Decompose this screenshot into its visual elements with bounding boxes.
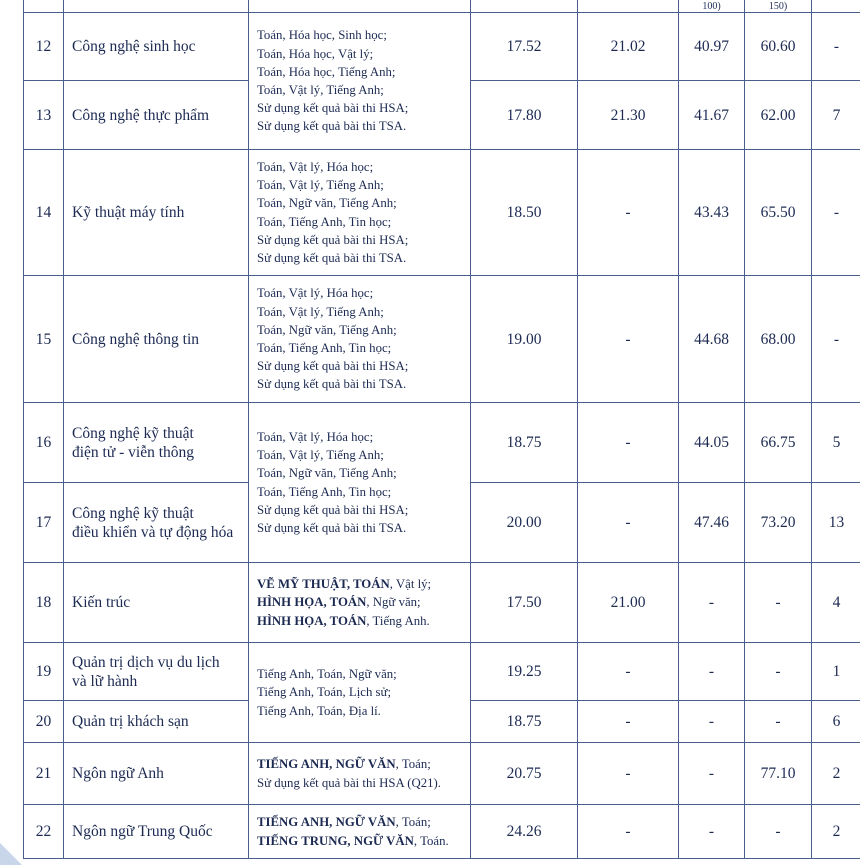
- major-name: Công nghệ kỹ thuật điều khiển và tự động hóa: [64, 483, 249, 563]
- header-cell: [471, 0, 578, 13]
- score-cell: -: [812, 13, 860, 81]
- score-cell: -: [812, 276, 860, 403]
- score-cell: 1: [812, 643, 860, 701]
- major-name: Công nghệ sinh học: [64, 13, 249, 81]
- major-name: Công nghệ thực phẩm: [64, 81, 249, 150]
- score-cell: 2: [812, 805, 860, 859]
- row-number: 21: [24, 743, 64, 805]
- header-cell: [249, 0, 471, 13]
- score-cell: 17.80: [471, 81, 578, 150]
- row-number: 16: [24, 403, 64, 483]
- major-name: Công nghệ thông tin: [64, 276, 249, 403]
- row-number: 15: [24, 276, 64, 403]
- score-cell: 24.26: [471, 805, 578, 859]
- score-cell: -: [578, 403, 679, 483]
- score-cell: 60.60: [745, 13, 812, 81]
- score-cell: 2: [812, 743, 860, 805]
- table-row: [24, 563, 860, 643]
- row-number: 12: [24, 13, 64, 81]
- major-name: Ngôn ngữ Trung Quốc: [64, 805, 249, 859]
- major-name: Công nghệ kỹ thuật điện tử - viễn thông: [64, 403, 249, 483]
- score-cell: 65.50: [745, 150, 812, 276]
- table-header-fragment-row: [24, 0, 860, 13]
- score-cell: 68.00: [745, 276, 812, 403]
- score-cell: -: [745, 805, 812, 859]
- row-number: 17: [24, 483, 64, 563]
- score-cell: -: [578, 701, 679, 743]
- score-cell: 77.10: [745, 743, 812, 805]
- table-row: [24, 643, 860, 701]
- major-name: Quản trị dịch vụ du lịch và lữ hành: [64, 643, 249, 701]
- score-cell: 62.00: [745, 81, 812, 150]
- subject-combinations: TIẾNG ANH, NGỮ VĂN, Toán; Sử dụng kết quả bài thi HSA (Q21).: [249, 743, 471, 805]
- score-cell: 7: [812, 81, 860, 150]
- score-cell: 18.50: [471, 150, 578, 276]
- score-cell: -: [745, 701, 812, 743]
- subject-combinations: Toán, Vật lý, Hóa học; Toán, Vật lý, Tiếng Anh; Toán, Ngữ văn, Tiếng Anh; Toán, Tiếng Anh, Tin học; Sử dụng kết quả bài thi HSA; Sử dụng kết quả bài thi TSA.: [249, 403, 471, 563]
- score-cell: -: [679, 563, 745, 643]
- header-cell: 100): [679, 0, 745, 13]
- score-cell: -: [578, 150, 679, 276]
- row-number: 14: [24, 150, 64, 276]
- subject-combinations: Toán, Vật lý, Hóa học; Toán, Vật lý, Tiếng Anh; Toán, Ngữ văn, Tiếng Anh; Toán, Tiếng Anh, Tin học; Sử dụng kết quả bài thi HSA; Sử dụng kết quả bài thi TSA.: [249, 150, 471, 276]
- page-corner-decoration: [0, 843, 22, 865]
- table-row: [24, 13, 860, 81]
- score-cell: 19.25: [471, 643, 578, 701]
- score-cell: 18.75: [471, 403, 578, 483]
- score-cell: -: [679, 805, 745, 859]
- major-name: Quản trị khách sạn: [64, 701, 249, 743]
- score-cell: -: [578, 743, 679, 805]
- score-cell: -: [578, 276, 679, 403]
- table-row: [24, 276, 860, 403]
- header-cell: [64, 0, 249, 13]
- row-number: 18: [24, 563, 64, 643]
- score-cell: 20.75: [471, 743, 578, 805]
- score-cell: -: [745, 643, 812, 701]
- score-cell: -: [578, 805, 679, 859]
- score-cell: 41.67: [679, 81, 745, 150]
- admission-scores-table: [23, 0, 860, 859]
- row-number: 19: [24, 643, 64, 701]
- header-cell: 150): [745, 0, 812, 13]
- score-cell: -: [578, 483, 679, 563]
- score-cell: -: [679, 743, 745, 805]
- score-cell: -: [812, 150, 860, 276]
- score-cell: 17.52: [471, 13, 578, 81]
- score-cell: 21.00: [578, 563, 679, 643]
- header-cell: [24, 0, 64, 13]
- table-row: [24, 403, 860, 483]
- score-cell: 18.75: [471, 701, 578, 743]
- score-cell: 5: [812, 403, 860, 483]
- header-cell: [578, 0, 679, 13]
- row-number: 20: [24, 701, 64, 743]
- score-cell: 66.75: [745, 403, 812, 483]
- table-row: [24, 805, 860, 859]
- score-cell: -: [745, 563, 812, 643]
- row-number: 22: [24, 805, 64, 859]
- score-cell: 21.30: [578, 81, 679, 150]
- subject-combinations: Tiếng Anh, Toán, Ngữ văn; Tiếng Anh, Toán, Lịch sử; Tiếng Anh, Toán, Địa lí.: [249, 643, 471, 743]
- score-cell: 43.43: [679, 150, 745, 276]
- table-row: [24, 150, 860, 276]
- score-cell: 17.50: [471, 563, 578, 643]
- score-cell: 73.20: [745, 483, 812, 563]
- score-cell: 6: [812, 701, 860, 743]
- major-name: Ngôn ngữ Anh: [64, 743, 249, 805]
- score-cell: -: [679, 643, 745, 701]
- score-cell: 44.05: [679, 403, 745, 483]
- score-cell: 47.46: [679, 483, 745, 563]
- subject-combinations: TIẾNG ANH, NGỮ VĂN, Toán; TIẾNG TRUNG, NGỮ VĂN, Toán.: [249, 805, 471, 859]
- subject-combinations: Toán, Hóa học, Sinh học; Toán, Hóa học, Vật lý; Toán, Hóa học, Tiếng Anh; Toán, Vật lý, Tiếng Anh; Sử dụng kết quả bài thi HSA; Sử dụng kết quả bài thi TSA.: [249, 13, 471, 150]
- score-cell: -: [578, 643, 679, 701]
- subject-combinations: Toán, Vật lý, Hóa học; Toán, Vật lý, Tiếng Anh; Toán, Ngữ văn, Tiếng Anh; Toán, Tiếng Anh, Tin học; Sử dụng kết quả bài thi HSA; Sử dụng kết quả bài thi TSA.: [249, 276, 471, 403]
- subject-combinations: VẼ MỸ THUẬT, TOÁN, Vật lý; HÌNH HỌA, TOÁN, Ngữ văn; HÌNH HỌA, TOÁN, Tiếng Anh.: [249, 563, 471, 643]
- header-cell: [812, 0, 860, 13]
- score-cell: 4: [812, 563, 860, 643]
- score-cell: -: [679, 701, 745, 743]
- score-cell: 19.00: [471, 276, 578, 403]
- major-name: Kiến trúc: [64, 563, 249, 643]
- row-number: 13: [24, 81, 64, 150]
- score-cell: 20.00: [471, 483, 578, 563]
- score-cell: 44.68: [679, 276, 745, 403]
- table-row: [24, 743, 860, 805]
- major-name: Kỹ thuật máy tính: [64, 150, 249, 276]
- score-cell: 40.97: [679, 13, 745, 81]
- score-cell: 13: [812, 483, 860, 563]
- score-cell: 21.02: [578, 13, 679, 81]
